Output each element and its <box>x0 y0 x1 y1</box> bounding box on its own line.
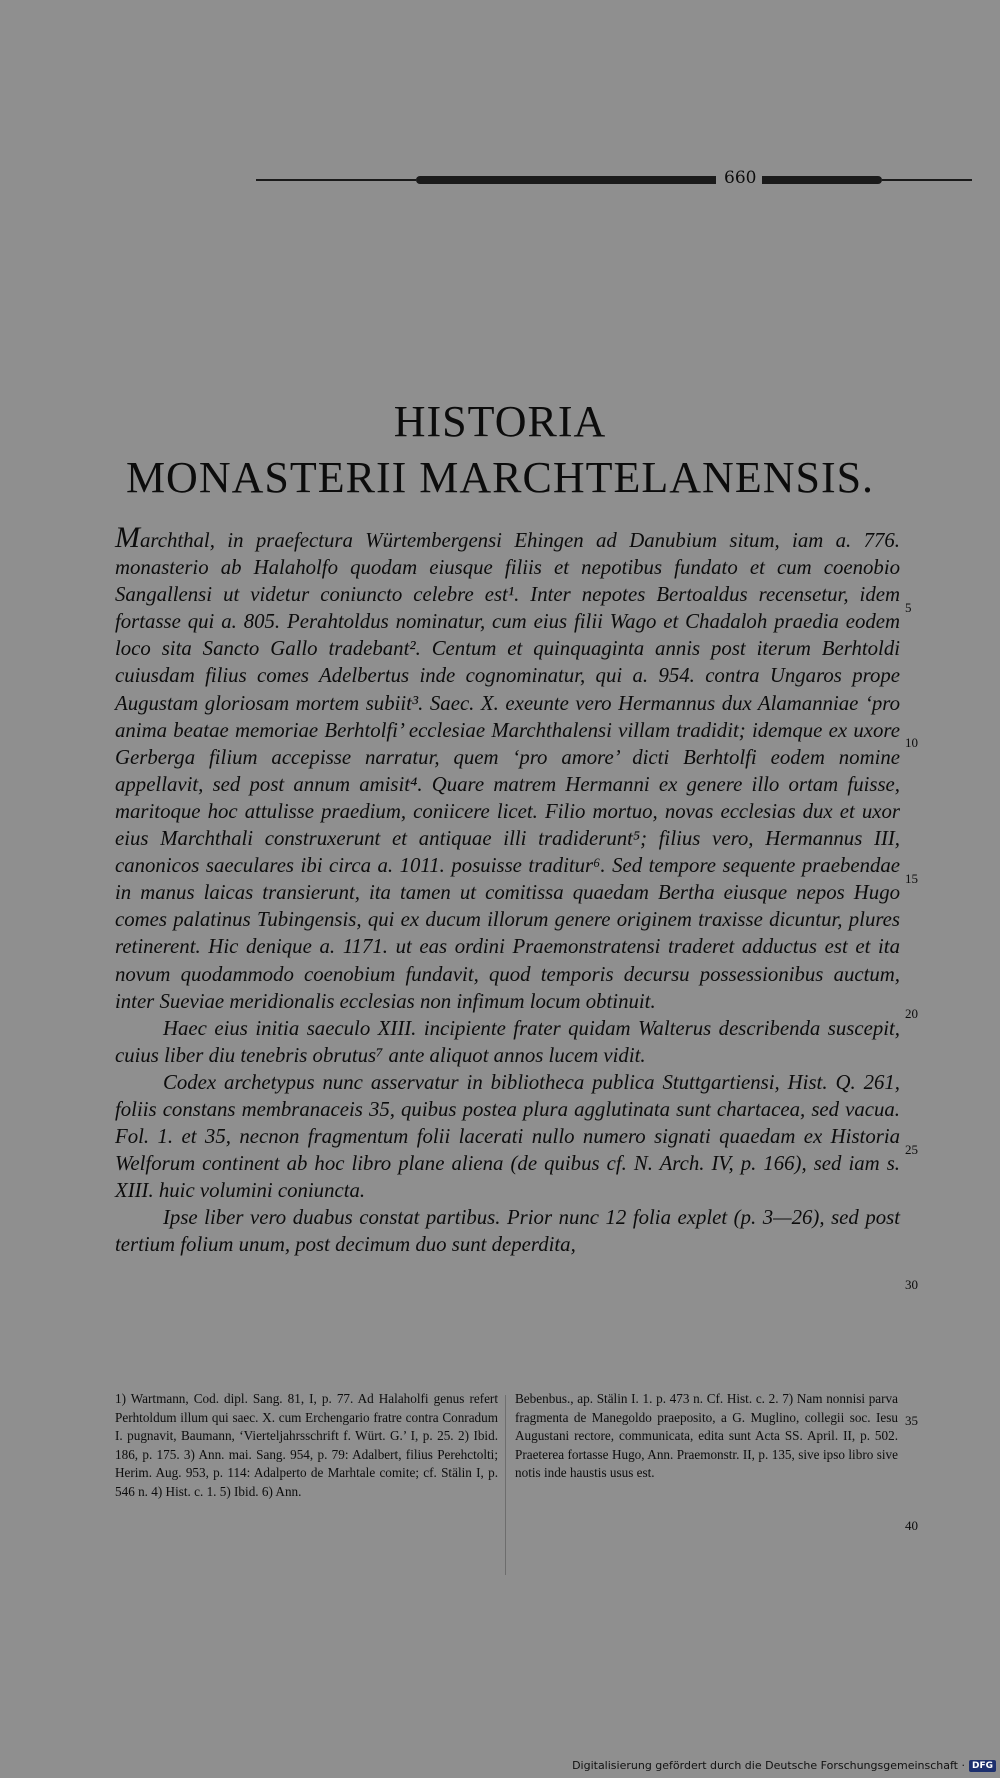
footnote-text-left: 1) Wartmann, Cod. dipl. Sang. 81, I, p. 77. Ad Halaholfi genus refert Perhtoldum illum qui saec. X. cum Erchengario fratre contra Conradum I. pugnavit, Baumann, ‘Vierteljahrsschrift f. Würt. G.’ I, p. 25. 2) Ibid. 186, p. 175. 3) Ann. mai. Sang. 954, p. 79: Adalbert, filius Perehctolti; Herim. Aug. 953, p. 114: Adalperto de Marhtale comite; cf. Stälin I, p. 546 n. 4) Hist. c. 1. 5) Ibid. 6) Ann. <box>115 1391 498 1499</box>
digitization-credit <box>572 1759 996 1772</box>
header-bar-left <box>416 176 716 184</box>
line-number: 5 <box>905 600 912 615</box>
header-rule-right <box>882 179 972 181</box>
line-number: 20 <box>905 1006 918 1021</box>
page-number: 660 <box>720 168 760 188</box>
paragraph-2: Haec eius initia saeculo XIII. incipiente frater quidam Walterus describenda suscepit, cuius liber diu tenebris obrutus⁷ ante aliquot annos lucem vidit. <box>115 1016 900 1067</box>
dfg-logo: DFG <box>969 1760 996 1772</box>
title-line-1: HISTORIA <box>393 397 607 446</box>
footnotes-right <box>515 1390 898 1483</box>
credit-text: Digitalisierung gefördert durch die Deutsche Forschungsgemeinschaft · <box>572 1759 965 1772</box>
page-header <box>240 168 757 192</box>
drop-cap: M <box>115 521 140 554</box>
paragraph-1 <box>115 521 900 1015</box>
body-text <box>115 521 900 1259</box>
line-number: 30 <box>905 1277 918 1292</box>
footnotes-left <box>115 1390 498 1502</box>
line-number: 25 <box>905 1142 918 1157</box>
paragraph-1-text: archthal, in praefectura Würtembergensi Ehingen ad Danubium situm, iam a. 776. monasterio ab Halaholfo quodam eiusque filiis et nepotibus fundato et cum coenobio Sangallensi ut videtur coniuncto celebre est¹. Inter nepotes Bertoaldus recensetur, idem fortasse qui a. 805. Perahtoldus nominatur, cum eius filii Wago et Chadaloh praedia eodem loco sita Sancto Gallo tradebant². Centum et quinquaginta annis post iterum Berhtoldi cuiusdam filius comes Adelbertus inde cognominatur, qui a. 954. contra Ungaros prope Augustam gloriosam mortem subiit³. Saec. X. exeunte vero Hermannus dux Alamanniae ‘pro anima beatae memoriae Berhtolfi’ ecclesiae Marchthalensi villam tradidit; idemque ex uxore Gerberga filium accepisse narratur, quem ‘pro amore’ dicti Berhtolfi eodem nomine appellavit, sed post annum amisit⁴. Quare matrem Hermanni ex genere illo ortam fuisse, maritoque hoc attulisse praedium, coniicere licet. Filio mortuo, novas ecclesias dux et uxor eius Marchthali construxerunt et antiquae illi tradiderunt⁵; filius vero, Hermannus III, canonicos saeculares ibi circa a. 1011. posuisse traditur⁶. Sed tempore sequente praebendae in manus laicas transierunt, ita tamen ut comitissa quaedam Bertha eiusque nepos Hugo comes palatinus Tubingensis, qui ex ducum illorum genere originem traxisse dicuntur, plures retinerent. Hic denique a. 1171. ut eas ordini Praemonstratensi traderet adductus est et ita novum quodammodo coenobium fundavit, quod temporis decursu possessionibus auctum, inter Sueviae meridionalis ecclesias non infimum locum obtinuit. <box>115 529 900 1013</box>
paragraph-4: Ipse liber vero duabus constat partibus. Prior nunc 12 folia explet (p. 3—26), sed post tertium folium unum, post decimum duo sunt deperdita, <box>115 1206 900 1257</box>
footnote-text-right: Bebenbus., ap. Stälin I. 1. p. 473 n. Cf. Hist. c. 2. 7) Nam nonnisi parva fragmenta de Manegoldo praeposito, a G. Muglino, collegii soc. Iesu Augustani rectore, communicata, edita sunt Acta SS. April. II, p. 502. Praeterea fortasse Hugo, Ann. Praemonstr. II, p. 135, sive ipso libro sive notis inde haustis usus est. <box>515 1391 898 1481</box>
line-number: 10 <box>905 735 918 750</box>
paragraph-3: Codex archetypus nunc asservatur in bibliotheca publica Stuttgartiensi, Hist. Q. 261, foliis constans membranaceis 35, quibus postea plura agglutinata sunt chartacea, sed vacua. Fol. 1. et 35, necnon fragmentum folii lacerati nullo numero signati quaedam ex Historia Welforum continent ab hoc libro plane aliena (de quibus cf. N. Arch. IV, p. 166), sed iam s. XIII. huic volumini coniuncta. <box>115 1070 900 1203</box>
header-rule-left <box>256 179 416 181</box>
line-number: 40 <box>905 1518 918 1533</box>
line-number: 15 <box>905 871 918 886</box>
title-line-2: MONASTERII MARCHTELANENSIS. <box>125 453 875 502</box>
line-number: 35 <box>905 1413 918 1428</box>
footnote-divider <box>505 1395 506 1575</box>
header-bar-right <box>762 176 882 184</box>
